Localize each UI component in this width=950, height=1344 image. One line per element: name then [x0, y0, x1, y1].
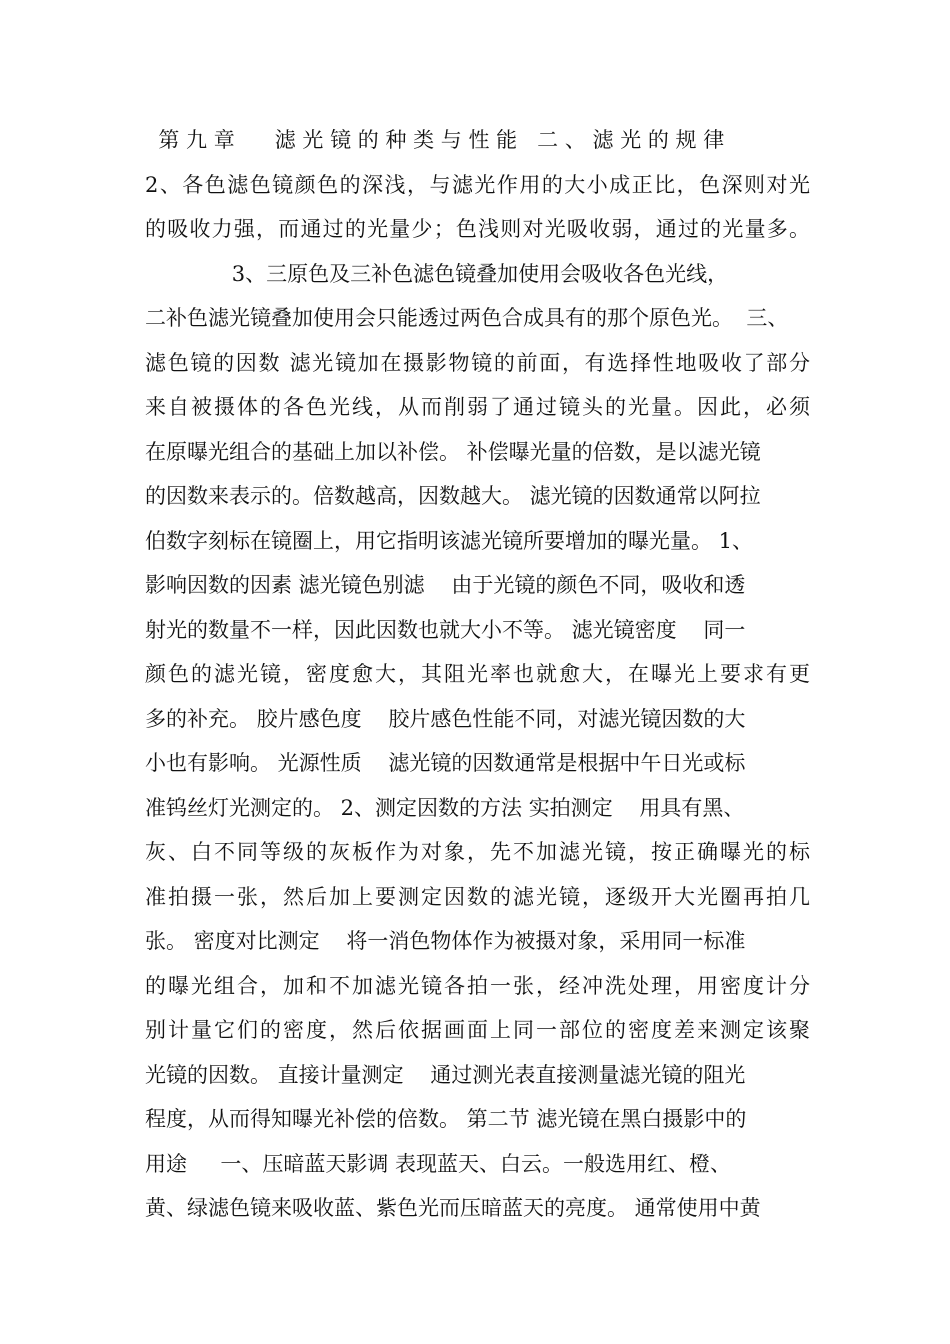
- text-line: 二补色滤光镜叠加使用会只能透过两色合成具有的那个原色光。 三、: [145, 306, 789, 330]
- text-line: 光镜的因数。 直接计量测定 通过测光表直接测量滤光镜的阻光: [145, 1062, 746, 1087]
- text-line: 在原曝光组合的基础上加以补偿。 补偿曝光量的倍数，是以滤光镜: [145, 439, 761, 464]
- body-text: [145, 118, 810, 1231]
- text-line: 2、各色滤色镜颜色的深浅，与滤光作用的大小成正比，色深则对光: [145, 172, 810, 197]
- text-line: 别计量它们的密度，然后依据画面上同一部位的密度差来测定该聚: [145, 1018, 810, 1042]
- text-line: 多的补充。 胶片感色度 胶片感色性能不同，对滤光镜因数的大: [145, 706, 746, 731]
- text-line: 的吸收力强，而通过的光量少；色浅则对光吸收弱，通过的光量多。: [145, 217, 810, 241]
- text-line: 伯数字刻标在镜圈上，用它指明该滤光镜所要增加的曝光量。 1、: [145, 528, 754, 553]
- text-line: 3、三原色及三补色滤色镜叠加使用会吸收各色光线，: [145, 261, 729, 286]
- text-line: 滤色镜的因数 滤光镜加在摄影物镜的前面，有选择性地吸收了部分: [145, 350, 810, 375]
- text-line: 小也有影响。 光源性质 滤光镜的因数通常是根据中午日光或标: [145, 751, 746, 775]
- text-line: 颜色的滤光镜，密度愈大，其阻光率也就愈大，在曝光上要求有更: [145, 662, 810, 686]
- text-line: 影响因数的因素 滤光镜色别滤 由于光镜的颜色不同，吸收和透: [145, 573, 746, 597]
- text-line: 黄、绿滤色镜来吸收蓝、紫色光而压暗蓝天的亮度。 通常使用中黄: [145, 1196, 761, 1220]
- text-line: 的曝光组合，加和不加滤光镜各拍一张，经冲洗处理，用密度计分: [145, 973, 810, 998]
- text-line: 射光的数量不一样，因此因数也就大小不等。 滤光镜密度 同一: [145, 617, 746, 642]
- text-line: 的因数来表示的。倍数越高，因数越大。 滤光镜的因数通常以阿拉: [145, 484, 761, 508]
- text-line: 准钨丝灯光测定的。 2、测定因数的方法 实拍测定 用具有黑、: [145, 795, 745, 820]
- text-line: 用途 一、压暗蓝天影调 表现蓝天、白云。一般选用红、橙、: [145, 1151, 732, 1176]
- text-line-chapter-heading: 第 九 章 滤 光 镜 的 种 类 与 性 能 二 、 滤 光 的 规 律: [145, 128, 725, 152]
- text-line: 张。 密度对比测定 将一消色物体作为被摄对象，采用同一标准: [145, 929, 746, 953]
- text-line: 灰、白不同等级的灰板作为对象，先不加滤光镜，按正确曝光的标: [145, 840, 810, 864]
- text-line: 来自被摄体的各色光线，从而削弱了通过镜头的光量。因此，必须: [145, 395, 810, 419]
- text-line: 程度，从而得知曝光补偿的倍数。 第二节 滤光镜在黑白摄影中的: [145, 1107, 747, 1131]
- text-line: 准拍摄一张，然后加上要测定因数的滤光镜，逐级开大光圈再拍几: [145, 884, 810, 909]
